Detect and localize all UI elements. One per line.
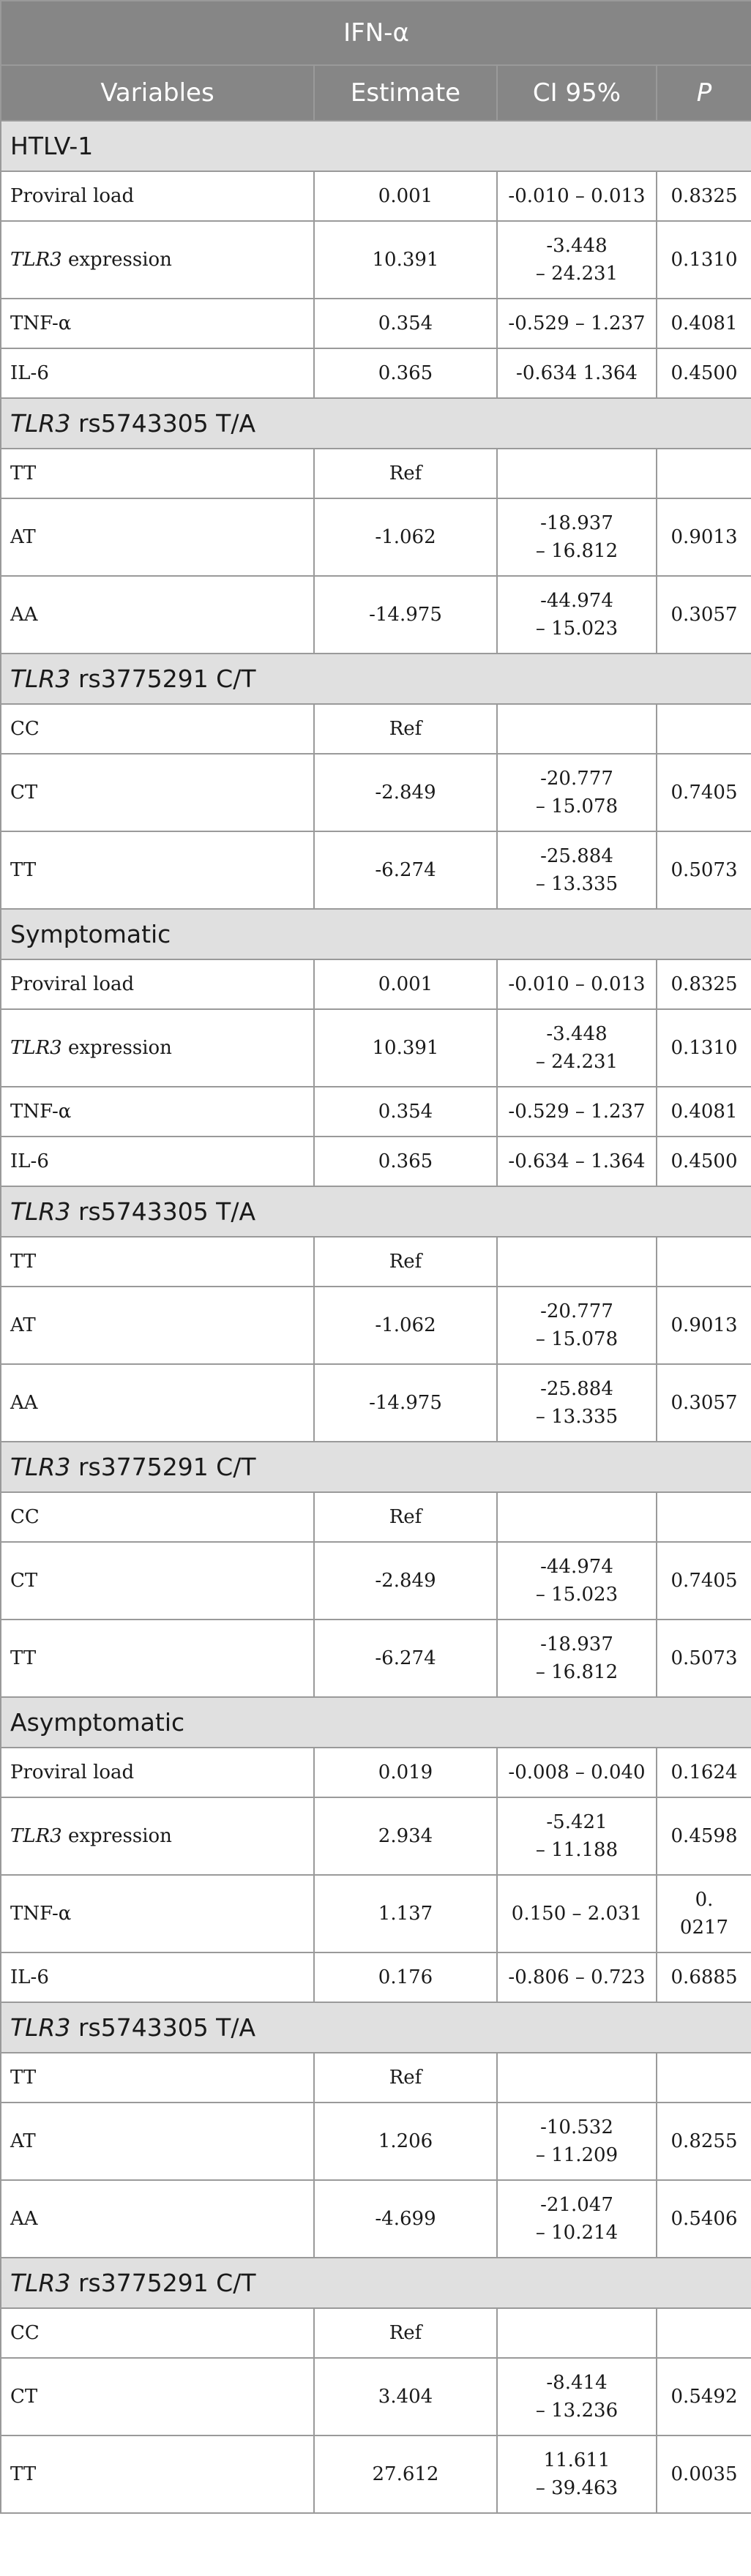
p-value-cell: 0.4500	[657, 348, 751, 398]
variable-cell: Proviral load	[1, 1748, 314, 1797]
estimate-cell: 10.391	[314, 1009, 497, 1087]
table-row	[1, 2358, 751, 2435]
variable-cell: Proviral load	[1, 171, 314, 221]
table-title: IFN-α	[1, 1, 751, 65]
header-ci: CI 95%	[497, 65, 657, 121]
p-value-cell: 0.3057	[657, 1364, 751, 1442]
table-title-row	[1, 1, 751, 65]
section-title: Symptomatic	[1, 909, 751, 959]
estimate-cell: 0.365	[314, 348, 497, 398]
table-row	[1, 1237, 751, 1287]
section-title: HTLV-1	[1, 121, 751, 171]
p-value-cell: 0.1310	[657, 1009, 751, 1087]
variable-cell: CC	[1, 704, 314, 754]
variable-cell: CC	[1, 2308, 314, 2358]
p-value-cell: 0.8325	[657, 959, 751, 1009]
p-value-cell: 0.0035	[657, 2435, 751, 2513]
ci-cell: -0.806 – 0.723	[497, 1952, 657, 2002]
table-row	[1, 1009, 751, 1087]
table-row	[1, 171, 751, 221]
variable-cell: TT	[1, 1237, 314, 1287]
p-value-cell	[657, 1492, 751, 1542]
p-value-cell: 0. 0217	[657, 1875, 751, 1952]
header-p: P	[657, 65, 751, 121]
estimate-cell: 0.001	[314, 171, 497, 221]
section-header-row	[1, 1697, 751, 1748]
section-header-row	[1, 2002, 751, 2053]
ci-cell: -0.529 – 1.237	[497, 299, 657, 348]
p-value-cell: 0.4500	[657, 1137, 751, 1186]
variable-cell: Proviral load	[1, 959, 314, 1009]
section-header-row	[1, 398, 751, 449]
table-row	[1, 576, 751, 654]
variable-cell: CC	[1, 1492, 314, 1542]
section-header-row	[1, 1442, 751, 1492]
ci-cell: -18.937 – 16.812	[497, 498, 657, 576]
ci-cell: 11.611 – 39.463	[497, 2435, 657, 2513]
p-value-cell: 0.9013	[657, 1287, 751, 1364]
ci-cell: -3.448 – 24.231	[497, 221, 657, 299]
ci-cell: -5.421 – 11.188	[497, 1797, 657, 1875]
section-title: TLR3 rs3775291 C/T	[1, 654, 751, 704]
ci-cell	[497, 2308, 657, 2358]
section-title: Asymptomatic	[1, 1697, 751, 1748]
table-row	[1, 1797, 751, 1875]
estimate-cell: 0.001	[314, 959, 497, 1009]
estimate-cell: Ref	[314, 2308, 497, 2358]
table-row	[1, 1748, 751, 1797]
variable-cell: TT	[1, 1620, 314, 1697]
ci-cell: -18.937 – 16.812	[497, 1620, 657, 1697]
p-value-cell: 0.4598	[657, 1797, 751, 1875]
ci-cell	[497, 1237, 657, 1287]
estimate-cell: 0.354	[314, 299, 497, 348]
estimate-cell: -2.849	[314, 754, 497, 831]
variable-cell: IL-6	[1, 1952, 314, 2002]
p-value-cell	[657, 449, 751, 498]
variable-cell: CT	[1, 2358, 314, 2435]
estimate-cell: 0.354	[314, 1087, 497, 1137]
estimate-cell: 0.176	[314, 1952, 497, 2002]
estimate-cell: Ref	[314, 1492, 497, 1542]
variable-cell: AT	[1, 2103, 314, 2180]
section-header-row	[1, 121, 751, 171]
ci-cell: -44.974 – 15.023	[497, 576, 657, 654]
ci-cell: -25.884 – 13.335	[497, 1364, 657, 1442]
ci-cell	[497, 2053, 657, 2103]
variable-cell: TT	[1, 449, 314, 498]
variable-cell: TT	[1, 831, 314, 909]
ci-cell: -3.448 – 24.231	[497, 1009, 657, 1087]
section-title: TLR3 rs5743305 T/A	[1, 2002, 751, 2053]
variable-cell: IL-6	[1, 1137, 314, 1186]
p-value-cell	[657, 2308, 751, 2358]
ci-cell: -20.777 – 15.078	[497, 1287, 657, 1364]
ci-cell: -0.008 – 0.040	[497, 1748, 657, 1797]
table-row	[1, 1287, 751, 1364]
variable-cell: AA	[1, 1364, 314, 1442]
p-value-cell: 0.8325	[657, 171, 751, 221]
estimate-cell: 27.612	[314, 2435, 497, 2513]
section-header-row	[1, 654, 751, 704]
section-title: TLR3 rs5743305 T/A	[1, 1186, 751, 1237]
section-header-row	[1, 909, 751, 959]
ci-cell: -0.010 – 0.013	[497, 171, 657, 221]
estimate-cell: -6.274	[314, 1620, 497, 1697]
header-variables: Variables	[1, 65, 314, 121]
estimate-cell: -4.699	[314, 2180, 497, 2258]
variable-cell: TNF-α	[1, 299, 314, 348]
table-row	[1, 2435, 751, 2513]
p-value-cell: 0.4081	[657, 1087, 751, 1137]
estimate-cell: -14.975	[314, 1364, 497, 1442]
ci-cell: -0.010 – 0.013	[497, 959, 657, 1009]
p-value-cell: 0.1624	[657, 1748, 751, 1797]
estimate-cell: -1.062	[314, 1287, 497, 1364]
table-row	[1, 754, 751, 831]
table-row	[1, 1875, 751, 1952]
ci-cell: -0.634 – 1.364	[497, 1137, 657, 1186]
table-row	[1, 348, 751, 398]
estimate-cell: Ref	[314, 704, 497, 754]
estimate-cell: Ref	[314, 1237, 497, 1287]
ci-cell	[497, 704, 657, 754]
table-row	[1, 221, 751, 299]
p-value-cell: 0.9013	[657, 498, 751, 576]
variable-cell: AA	[1, 576, 314, 654]
p-value-cell	[657, 1237, 751, 1287]
table-row	[1, 831, 751, 909]
section-title: TLR3 rs3775291 C/T	[1, 2258, 751, 2308]
table-row	[1, 299, 751, 348]
table-row	[1, 2308, 751, 2358]
table-row	[1, 1542, 751, 1620]
estimate-cell: 1.206	[314, 2103, 497, 2180]
p-value-cell: 0.4081	[657, 299, 751, 348]
ci-cell	[497, 1492, 657, 1542]
variable-cell: TNF-α	[1, 1087, 314, 1137]
table-row	[1, 1087, 751, 1137]
ci-cell: -0.634 1.364	[497, 348, 657, 398]
p-value-cell: 0.3057	[657, 576, 751, 654]
table-row	[1, 2180, 751, 2258]
ci-cell: 0.150 – 2.031	[497, 1875, 657, 1952]
p-value-cell: 0.1310	[657, 221, 751, 299]
p-value-cell: 0.5073	[657, 831, 751, 909]
table-row	[1, 2053, 751, 2103]
table-row	[1, 704, 751, 754]
variable-cell: TLR3 expression	[1, 1797, 314, 1875]
header-estimate: Estimate	[314, 65, 497, 121]
estimate-cell: Ref	[314, 2053, 497, 2103]
estimate-cell: -1.062	[314, 498, 497, 576]
ci-cell: -44.974 – 15.023	[497, 1542, 657, 1620]
variable-cell: TLR3 expression	[1, 1009, 314, 1087]
table-row	[1, 2103, 751, 2180]
p-value-cell	[657, 2053, 751, 2103]
variable-cell: TT	[1, 2435, 314, 2513]
section-title: TLR3 rs5743305 T/A	[1, 398, 751, 449]
table-row	[1, 1364, 751, 1442]
estimate-cell: 1.137	[314, 1875, 497, 1952]
estimate-cell: -14.975	[314, 576, 497, 654]
table-row	[1, 1620, 751, 1697]
variable-cell: CT	[1, 754, 314, 831]
ci-cell: -8.414 – 13.236	[497, 2358, 657, 2435]
table-row	[1, 1137, 751, 1186]
table-row	[1, 1492, 751, 1542]
variable-cell: AT	[1, 498, 314, 576]
ci-cell: -20.777 – 15.078	[497, 754, 657, 831]
p-value-cell	[657, 704, 751, 754]
ci-cell: -10.532 – 11.209	[497, 2103, 657, 2180]
estimate-cell: Ref	[314, 449, 497, 498]
p-value-cell: 0.5406	[657, 2180, 751, 2258]
variable-cell: TNF-α	[1, 1875, 314, 1952]
table-body	[1, 121, 751, 2513]
p-value-cell: 0.8255	[657, 2103, 751, 2180]
variable-cell: AA	[1, 2180, 314, 2258]
estimate-cell: -2.849	[314, 1542, 497, 1620]
p-value-cell: 0.7405	[657, 1542, 751, 1620]
ci-cell	[497, 449, 657, 498]
section-title: TLR3 rs3775291 C/T	[1, 1442, 751, 1492]
estimate-cell: 0.365	[314, 1137, 497, 1186]
p-value-cell: 0.7405	[657, 754, 751, 831]
section-header-row	[1, 2258, 751, 2308]
table-row	[1, 959, 751, 1009]
variable-cell: AT	[1, 1287, 314, 1364]
p-value-cell: 0.5073	[657, 1620, 751, 1697]
column-header-row	[1, 65, 751, 121]
estimate-cell: 10.391	[314, 221, 497, 299]
variable-cell: CT	[1, 1542, 314, 1620]
ci-cell: -21.047 – 10.214	[497, 2180, 657, 2258]
section-header-row	[1, 1186, 751, 1237]
variable-cell: TLR3 expression	[1, 221, 314, 299]
table-row	[1, 1952, 751, 2002]
p-value-cell: 0.6885	[657, 1952, 751, 2002]
estimate-cell: -6.274	[314, 831, 497, 909]
table-row	[1, 498, 751, 576]
estimate-cell: 2.934	[314, 1797, 497, 1875]
variable-cell: TT	[1, 2053, 314, 2103]
p-value-cell: 0.5492	[657, 2358, 751, 2435]
estimate-cell: 3.404	[314, 2358, 497, 2435]
ci-cell: -25.884 – 13.335	[497, 831, 657, 909]
ci-cell: -0.529 – 1.237	[497, 1087, 657, 1137]
estimate-cell: 0.019	[314, 1748, 497, 1797]
variable-cell: IL-6	[1, 348, 314, 398]
table-row	[1, 449, 751, 498]
